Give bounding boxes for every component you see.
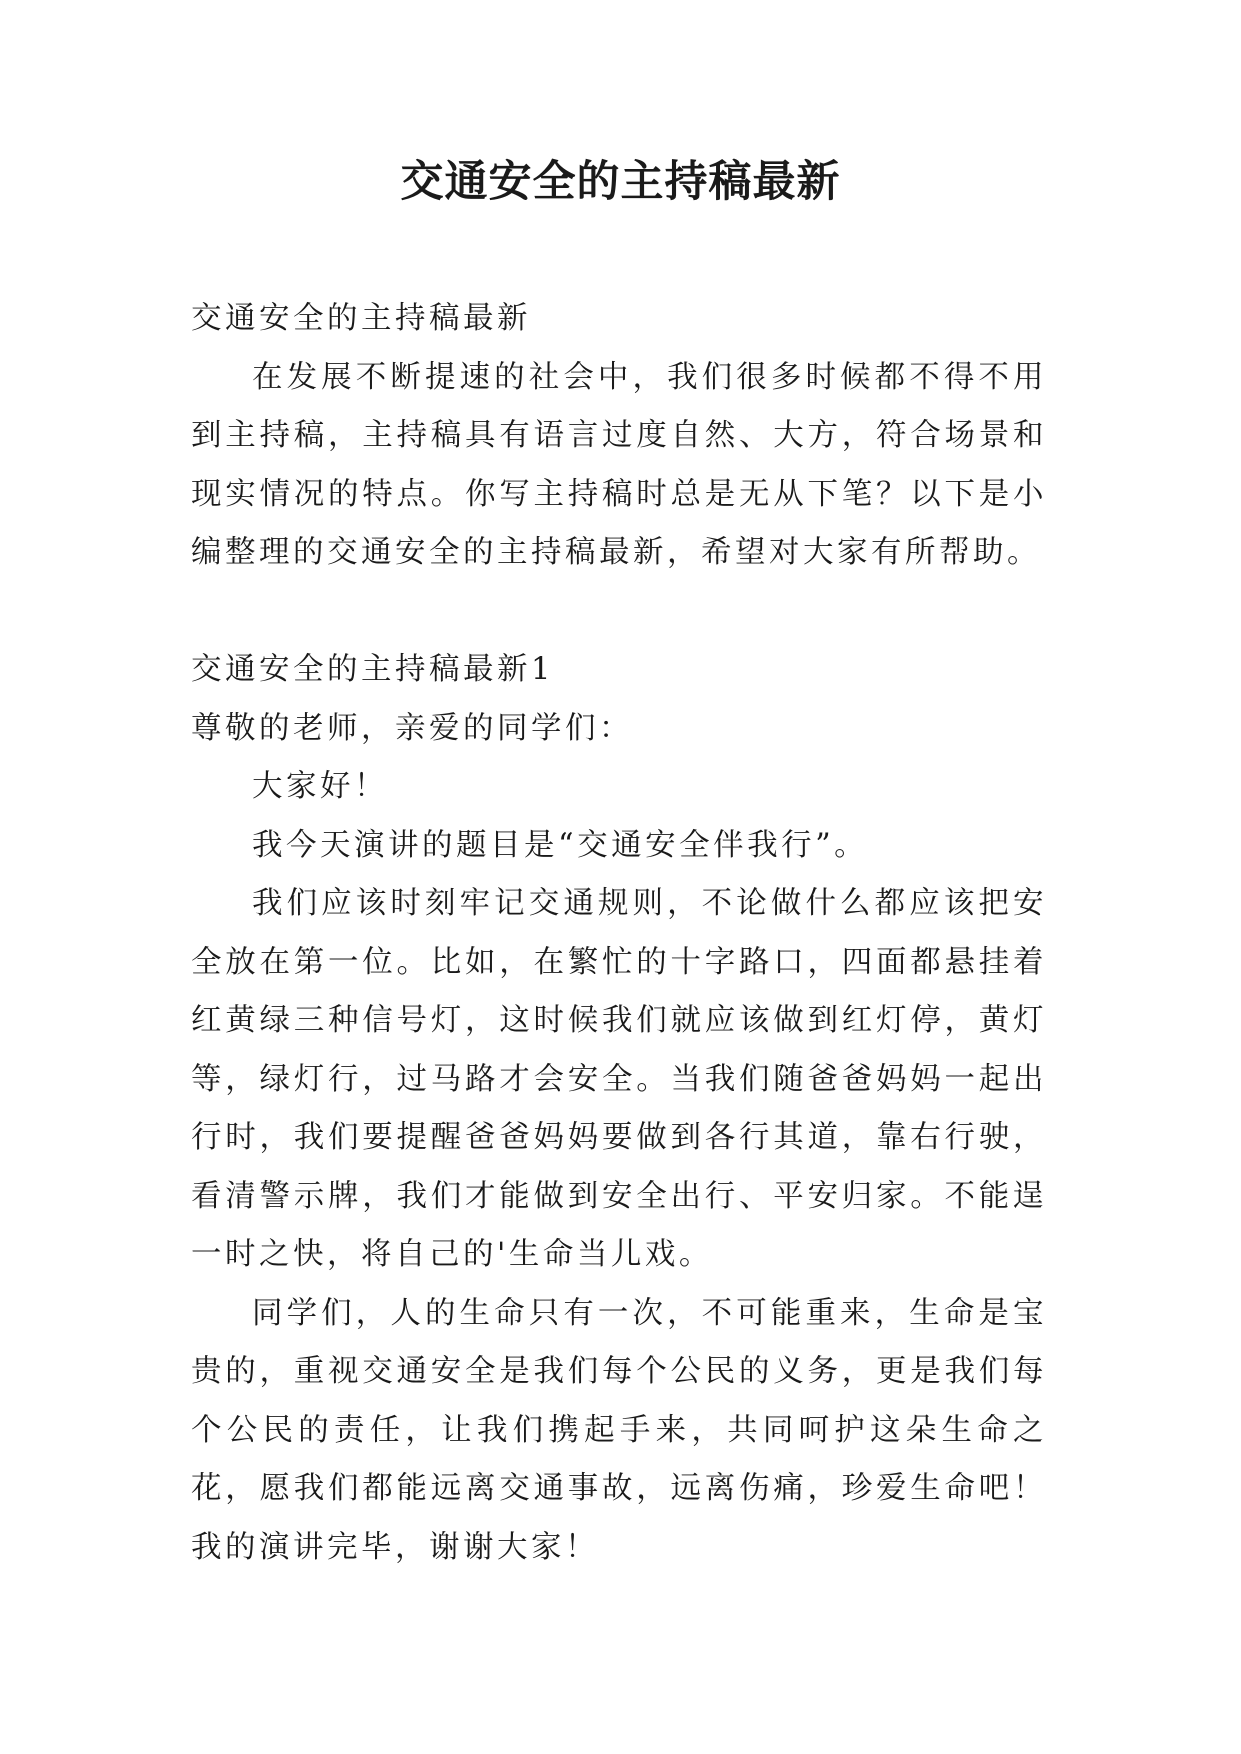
speech-topic: 我今天演讲的题目是“交通安全伴我行”。 <box>252 827 869 863</box>
body-paragraph-rules: 我们应该时刻牢记交通规则，不论做什么都应该把安全放在第一位。比如，在繁忙的十字路口，四面都悬挂着红黄绿三种信号灯，这时候我们就应该做到红灯停，黄灯等，绿灯行，过马路才会安全。当我们随爸爸妈妈一起出行时，我们要提醒爸爸妈妈要做到各行其道，靠右行驶，看清警示牌，我们才能做到安全出行、平安归家。不能逞一时之快，将自己的'生命当儿戏。 <box>191 886 1047 1272</box>
paragraph-gap <box>191 583 1047 642</box>
intro-paragraph: 在发展不断提速的社会中，我们很多时候都不得不用到主持稿，主持稿具有语言过度自然、大方，符合场景和现实情况的特点。你写主持稿时总是无从下笔？以下是小编整理的交通安全的主持稿最新，希望对大家有所帮助。 <box>191 359 1047 570</box>
greeting: 大家好！ <box>252 769 388 804</box>
document-body <box>191 290 1047 1577</box>
section-heading: 交通安全的主持稿最新1 <box>191 652 554 687</box>
salutation: 尊敬的老师，亲爱的同学们： <box>191 710 633 746</box>
subtitle-line: 交通安全的主持稿最新 <box>191 301 531 336</box>
document-title: 交通安全的主持稿最新 <box>400 157 841 207</box>
body-paragraph-closing: 同学们，人的生命只有一次，不可能重来，生命是宝贵的，重视交通安全是我们每个公民的义务，更是我们每个公民的责任，让我们携起手来，共同呵护这朵生命之花，愿我们都能远离交通事故，远离伤痛，珍爱生命吧！我的演讲完毕，谢谢大家！ <box>191 1295 1047 1565</box>
